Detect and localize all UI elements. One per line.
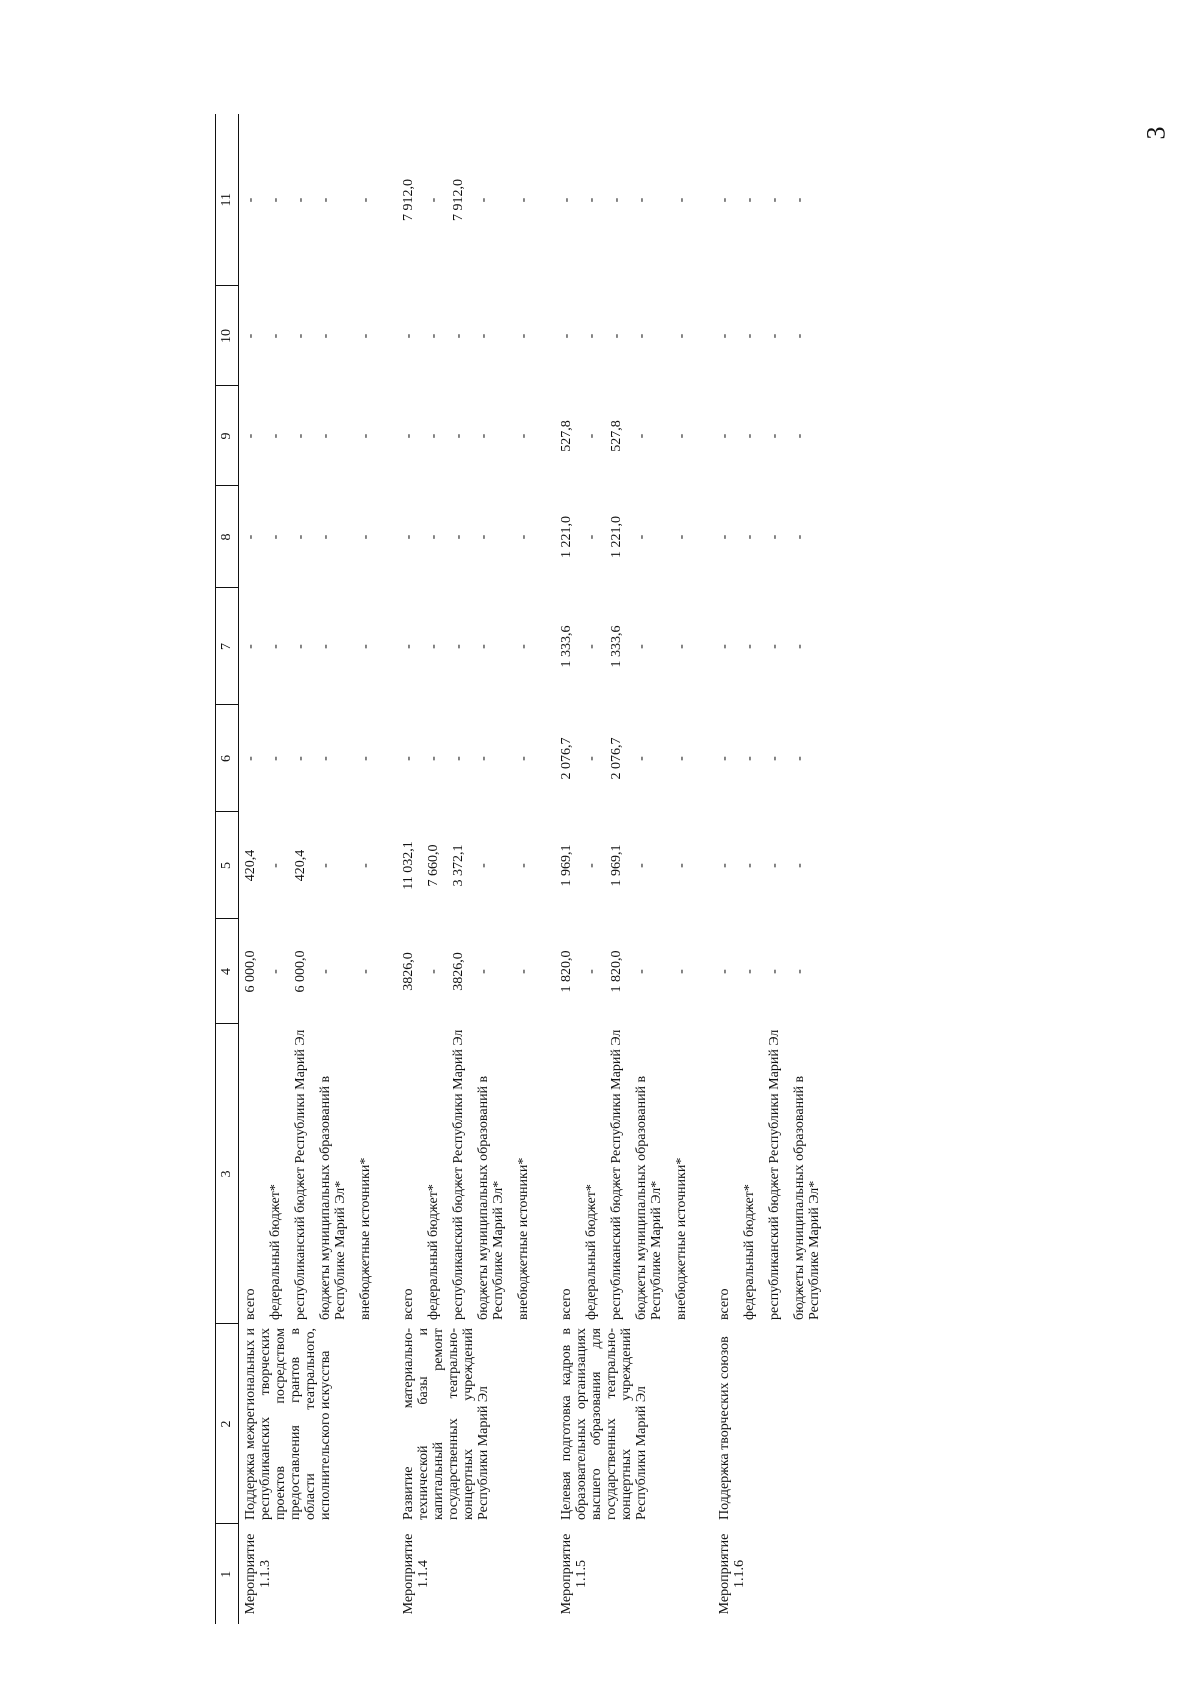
value-cell-col4: 3826,0: [401, 952, 416, 991]
funding-source: федеральный бюджет*: [268, 1184, 283, 1320]
measure-title: Развитие материально-технической базы и капитальный ремонт государственных театрально-концертных учреждений Республики Марий Эл: [401, 1328, 491, 1520]
value-cell-col4: -: [268, 969, 283, 974]
value-cell-col10: -: [293, 333, 308, 339]
value-cell-col7: -: [318, 644, 333, 649]
value-cell-col8: -: [792, 534, 807, 540]
measure-title: Целевая подготовка кадров в образовательных организациях высшего образования для государственных театрально-концертных учреждений Республики Марий Эл: [559, 1328, 649, 1520]
funding-source: федеральный бюджет*: [426, 1184, 441, 1320]
value-cell-col8: -: [451, 534, 466, 540]
value-cell-col8: -: [742, 534, 757, 540]
value-cell-col5: 420,4: [243, 849, 258, 882]
value-cell-col8: -: [358, 534, 373, 540]
value-cell-col10: -: [717, 333, 732, 339]
measure-code: Мероприятие 1.1.6: [717, 1533, 747, 1615]
funding-source: всего: [559, 1288, 574, 1320]
value-cell-col9: -: [426, 433, 441, 439]
value-cell-col10: -: [767, 333, 782, 339]
value-cell-col9: -: [476, 433, 491, 439]
value-cell-col8: -: [717, 534, 732, 540]
value-cell-col7: -: [293, 644, 308, 649]
value-cell-col8: 1 221,0: [559, 516, 574, 558]
value-cell-col8: -: [293, 534, 308, 540]
column-header-7: 7: [216, 588, 239, 705]
value-cell-col7: -: [584, 644, 599, 649]
table-row: [397, 114, 422, 1624]
value-cell-col5: -: [584, 863, 599, 868]
value-cell-col5: -: [717, 863, 732, 868]
value-cell-col7: -: [516, 644, 531, 649]
measure-title: Поддержка творческих союзов: [717, 1336, 732, 1520]
value-cell-col7: 1 333,6: [609, 625, 624, 668]
value-cell-col11: -: [559, 197, 574, 203]
value-cell-col4: 1 820,0: [559, 950, 574, 993]
funding-source: бюджеты муниципальных образований в Республике Марий Эл*: [318, 1075, 348, 1320]
column-header-4: 4: [216, 919, 239, 1024]
value-cell-col5: 11 032,1: [401, 841, 416, 890]
value-cell-col7: -: [717, 644, 732, 649]
value-cell-col8: -: [318, 534, 333, 540]
value-cell-col11: -: [584, 197, 599, 203]
value-cell-col7: -: [358, 644, 373, 649]
value-cell-col6: -: [674, 756, 689, 761]
value-cell-col10: -: [516, 333, 531, 339]
value-cell-col4: 6 000,0: [293, 950, 308, 993]
value-cell-col6: -: [243, 756, 258, 761]
table-body: [239, 114, 829, 1624]
value-cell-col9: 527,8: [559, 420, 574, 452]
value-cell-col10: -: [584, 333, 599, 339]
funding-source: федеральный бюджет*: [742, 1184, 757, 1320]
value-cell-col11: -: [609, 197, 624, 203]
value-cell-col9: -: [318, 433, 333, 439]
value-cell-col6: -: [268, 756, 283, 761]
value-cell-col9: -: [293, 433, 308, 439]
value-cell-col9: -: [792, 433, 807, 439]
value-cell-col11: -: [243, 197, 258, 203]
value-cell-col8: -: [243, 534, 258, 540]
column-header-2: 2: [216, 1324, 239, 1524]
funding-source: бюджеты муниципальных образований в Республике Марий Эл*: [634, 1075, 664, 1320]
value-cell-col8: -: [634, 534, 649, 540]
value-cell-col11: -: [318, 197, 333, 203]
value-cell-col10: -: [268, 333, 283, 339]
value-cell-col5: -: [268, 863, 283, 868]
value-cell-col4: -: [318, 969, 333, 974]
value-cell-col10: -: [451, 333, 466, 339]
column-header-6: 6: [216, 705, 239, 812]
value-cell-col7: -: [401, 644, 416, 649]
value-cell-col6: -: [584, 756, 599, 761]
value-cell-col5: -: [674, 863, 689, 868]
value-cell-col10: -: [401, 333, 416, 339]
value-cell-col6: -: [767, 756, 782, 761]
value-cell-col9: -: [717, 433, 732, 439]
value-cell-col6: -: [401, 756, 416, 761]
funding-source: внебюджетные источники*: [516, 1157, 531, 1320]
value-cell-col9: -: [516, 433, 531, 439]
value-cell-col10: -: [559, 333, 574, 339]
funding-source: бюджеты муниципальных образований в Республике Марий Эл*: [476, 1075, 506, 1320]
value-cell-col10: -: [358, 333, 373, 339]
value-cell-col5: -: [792, 863, 807, 868]
value-cell-col8: -: [268, 534, 283, 540]
value-cell-col9: -: [742, 433, 757, 439]
value-cell-col6: -: [742, 756, 757, 761]
value-cell-col5: 1 969,1: [609, 844, 624, 887]
value-cell-col4: -: [767, 969, 782, 974]
value-cell-col8: -: [767, 534, 782, 540]
value-cell-col4: -: [426, 969, 441, 974]
value-cell-col6: -: [717, 756, 732, 761]
value-cell-col4: -: [792, 969, 807, 974]
value-cell-col9: -: [674, 433, 689, 439]
value-cell-col6: 2 076,7: [559, 737, 574, 780]
value-cell-col5: -: [634, 863, 649, 868]
page-number: 3: [1141, 126, 1171, 140]
value-cell-col4: -: [742, 969, 757, 974]
rotated-table-wrapper: [215, 114, 1200, 1624]
value-cell-col11: 7 912,0: [451, 179, 466, 221]
table-row: [555, 114, 580, 1624]
value-cell-col6: -: [634, 756, 649, 761]
value-cell-col10: -: [318, 333, 333, 339]
measure-code: Мероприятие 1.1.5: [559, 1533, 589, 1615]
value-cell-col8: 1 221,0: [609, 516, 624, 558]
value-cell-col9: 527,8: [609, 420, 624, 452]
value-cell-col6: -: [426, 756, 441, 761]
value-cell-col11: -: [293, 197, 308, 203]
value-cell-col4: -: [674, 969, 689, 974]
table-row: [713, 114, 738, 1624]
value-cell-col9: -: [584, 433, 599, 439]
funding-source: внебюджетные источники*: [674, 1157, 689, 1320]
value-cell-col8: -: [426, 534, 441, 540]
value-cell-col7: -: [268, 644, 283, 649]
value-cell-col4: -: [516, 969, 531, 974]
value-cell-col9: -: [358, 433, 373, 439]
value-cell-col10: -: [243, 333, 258, 339]
value-cell-col7: -: [792, 644, 807, 649]
column-header-3: 3: [216, 1024, 239, 1324]
funding-source: всего: [401, 1288, 416, 1320]
column-header-1: 1: [216, 1524, 239, 1624]
value-cell-col4: -: [476, 969, 491, 974]
value-cell-col6: -: [516, 756, 531, 761]
value-cell-col5: -: [767, 863, 782, 868]
value-cell-col5: 3 372,1: [451, 844, 466, 887]
value-cell-col11: -: [792, 197, 807, 203]
value-cell-col4: 6 000,0: [243, 950, 258, 993]
group-spacer: [537, 114, 555, 1624]
value-cell-col6: -: [451, 756, 466, 761]
value-cell-col8: -: [584, 534, 599, 540]
value-cell-col5: 1 969,1: [559, 844, 574, 887]
funding-source: всего: [243, 1288, 258, 1320]
value-cell-col6: 2 076,7: [609, 737, 624, 780]
budget-table: [215, 114, 828, 1624]
value-cell-col6: -: [318, 756, 333, 761]
value-cell-col10: -: [742, 333, 757, 339]
column-header-9: 9: [216, 386, 239, 486]
value-cell-col11: -: [634, 197, 649, 203]
value-cell-col7: -: [742, 644, 757, 649]
value-cell-col6: -: [792, 756, 807, 761]
value-cell-col10: -: [674, 333, 689, 339]
funding-source: федеральный бюджет*: [584, 1184, 599, 1320]
group-spacer: [695, 114, 713, 1624]
group-spacer: [379, 114, 397, 1624]
value-cell-col11: -: [717, 197, 732, 203]
value-cell-col4: 3826,0: [451, 952, 466, 991]
value-cell-col7: -: [451, 644, 466, 649]
value-cell-col4: -: [634, 969, 649, 974]
funding-source: всего: [717, 1288, 732, 1320]
value-cell-col4: -: [358, 969, 373, 974]
funding-source: республиканский бюджет Республики Марий Эл: [293, 1029, 308, 1320]
value-cell-col6: -: [476, 756, 491, 761]
value-cell-col7: -: [674, 644, 689, 649]
value-cell-col7: -: [243, 644, 258, 649]
value-cell-col10: -: [476, 333, 491, 339]
value-cell-col11: -: [516, 197, 531, 203]
value-cell-col9: -: [268, 433, 283, 439]
value-cell-col7: -: [767, 644, 782, 649]
value-cell-col4: -: [584, 969, 599, 974]
funding-source: республиканский бюджет Республики Марий Эл: [609, 1029, 624, 1320]
value-cell-col9: -: [451, 433, 466, 439]
value-cell-col5: 420,4: [293, 849, 308, 882]
value-cell-col5: -: [516, 863, 531, 868]
value-cell-col8: -: [401, 534, 416, 540]
value-cell-col11: -: [426, 197, 441, 203]
value-cell-col5: -: [318, 863, 333, 868]
value-cell-col11: -: [742, 197, 757, 203]
value-cell-col11: -: [476, 197, 491, 203]
value-cell-col5: -: [358, 863, 373, 868]
measure-code: Мероприятие 1.1.4: [401, 1533, 431, 1615]
value-cell-col11: -: [268, 197, 283, 203]
column-header-8: 8: [216, 486, 239, 588]
funding-source: внебюджетные источники*: [358, 1157, 373, 1320]
value-cell-col5: -: [742, 863, 757, 868]
value-cell-col7: -: [426, 644, 441, 649]
table-header: [216, 114, 239, 1624]
value-cell-col7: -: [476, 644, 491, 649]
value-cell-col8: -: [476, 534, 491, 540]
funding-source: бюджеты муниципальных образований в Республике Марий Эл*: [792, 1075, 822, 1320]
column-header-11: 11: [216, 114, 239, 286]
table-row: [239, 114, 265, 1624]
value-cell-col9: -: [767, 433, 782, 439]
value-cell-col5: 7 660,0: [426, 844, 441, 887]
value-cell-col4: 1 820,0: [609, 950, 624, 993]
funding-source: республиканский бюджет Республики Марий Эл: [451, 1029, 466, 1320]
value-cell-col8: -: [674, 534, 689, 540]
value-cell-col11: 7 912,0: [401, 179, 416, 221]
value-cell-col8: -: [516, 534, 531, 540]
value-cell-col11: -: [767, 197, 782, 203]
measure-title: Поддержка межрегиональных и республиканских творческих проектов посредством предоставления грантов в области театрального, исполнительского искусства: [243, 1328, 333, 1520]
value-cell-col10: -: [609, 333, 624, 339]
value-cell-col9: -: [634, 433, 649, 439]
value-cell-col10: -: [792, 333, 807, 339]
value-cell-col4: -: [717, 969, 732, 974]
value-cell-col6: -: [358, 756, 373, 761]
value-cell-col11: -: [674, 197, 689, 203]
column-header-5: 5: [216, 812, 239, 919]
value-cell-col10: -: [634, 333, 649, 339]
column-header-10: 10: [216, 286, 239, 386]
value-cell-col5: -: [476, 863, 491, 868]
value-cell-col9: -: [401, 433, 416, 439]
funding-source: республиканский бюджет Республики Марий Эл: [767, 1029, 782, 1320]
measure-code: Мероприятие 1.1.3: [243, 1533, 273, 1615]
value-cell-col10: -: [426, 333, 441, 339]
value-cell-col7: 1 333,6: [559, 625, 574, 668]
value-cell-col6: -: [293, 756, 308, 761]
value-cell-col11: -: [358, 197, 373, 203]
value-cell-col7: -: [634, 644, 649, 649]
value-cell-col9: -: [243, 433, 258, 439]
